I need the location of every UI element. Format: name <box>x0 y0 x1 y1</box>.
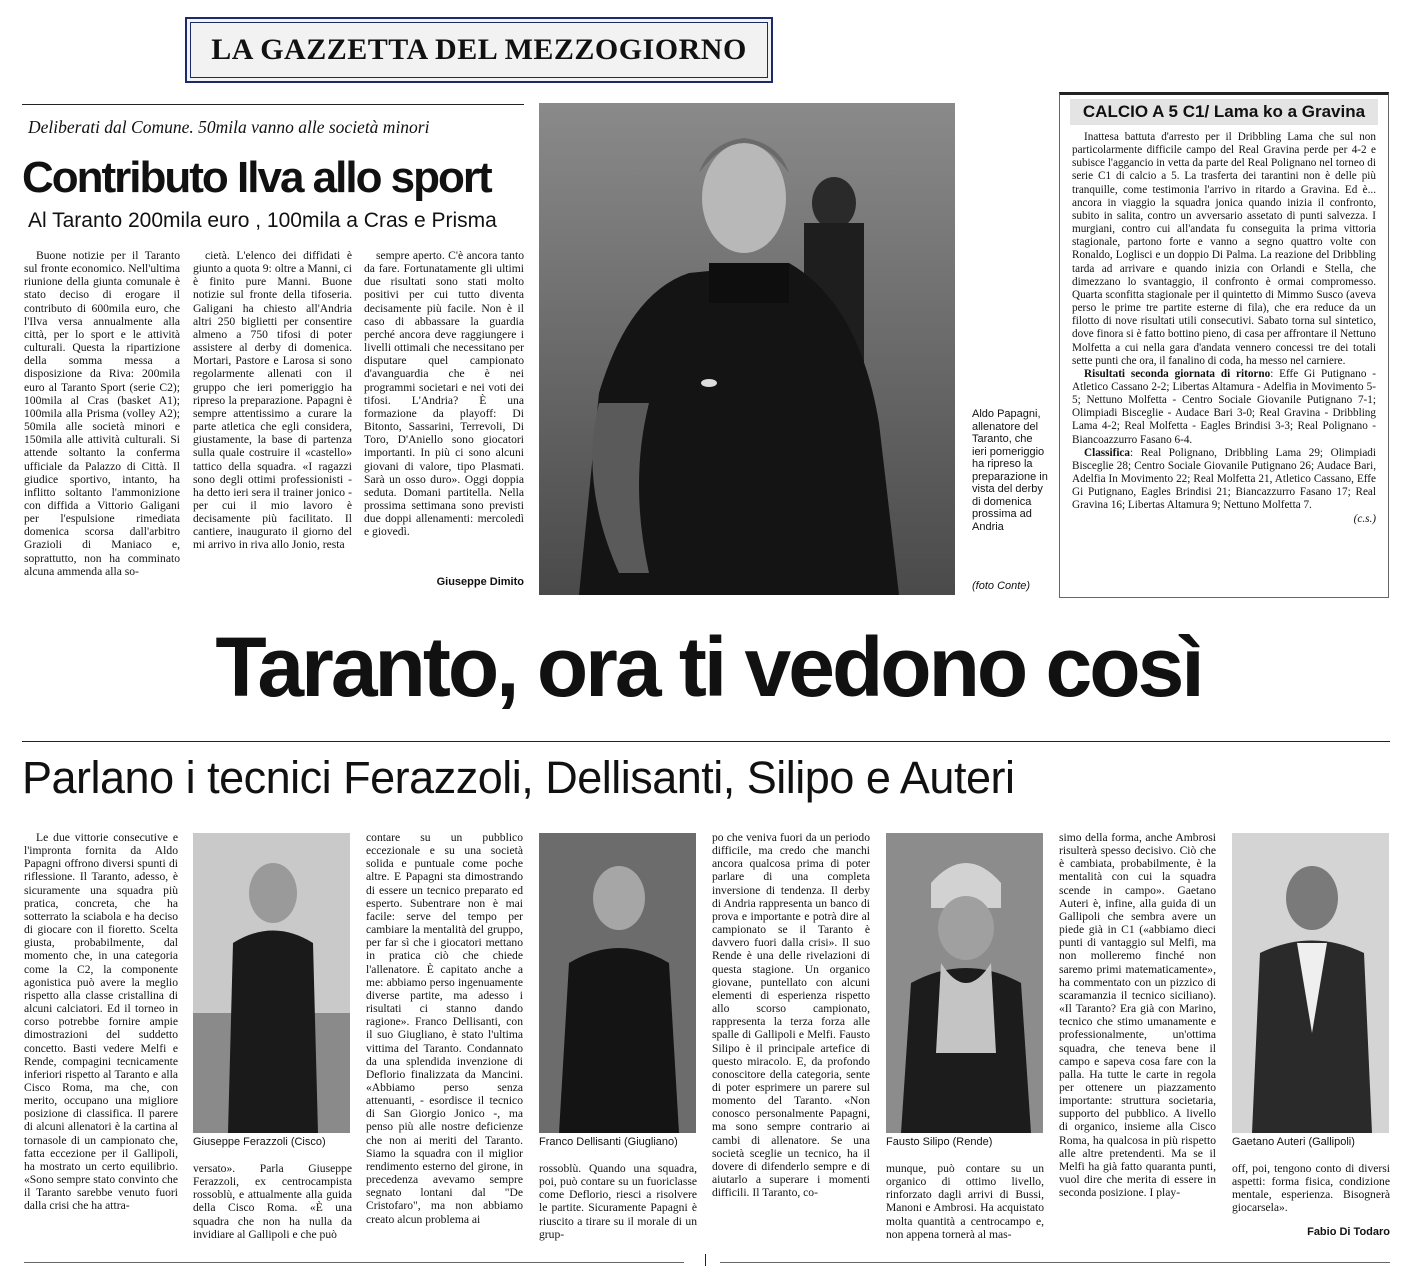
article2-column-2: versato». Parla Giuseppe Ferazzoli, ex centrocampista rossoblù, e attualmente alla guida della Cisco Roma. «È una squadra che non ha nulla da invidiare al Gallipoli e che può <box>193 1162 352 1241</box>
article2-byline: Fabio Di Todaro <box>1307 1226 1390 1238</box>
caption-ferazzoli: Giuseppe Ferazzoli (Cisco) <box>193 1136 326 1148</box>
sidebar-standings: Classifica: Real Polignano, Dribbling Lama 29; Olimpiadi Bisceglie 28; Centro Sociale Giovanile Putignano 26; Audace Bari, Adelfia In Movimento 22; Real Molfetta 21, Atletico Cassano, Effe Gi Putignano, Eagles Brindisi 21; Biancazzurro Fasano 17; Real Gravina 16; Libertas Altamura 9; Nettuno Molfetta 7. <box>1072 446 1376 512</box>
main-photo-caption: Aldo Papagni, allenatore del Taranto, che ieri pomeriggio ha ripreso la preparazione in vista del derby di domenica prossima ad Andria <box>972 408 1048 533</box>
sidebar-box <box>1059 92 1389 598</box>
article1-headline: Contributo Ilva allo sport <box>22 153 491 202</box>
article1-kicker: Deliberati dal Comune. 50mila vanno alle società minori <box>28 117 430 137</box>
article1-column-2: cietà. L'elenco dei diffidati è giunto a quota 9: oltre a Manni, ci è finito pure Manni. Buone notizie sul fronte della tifoseria. Galigani ha chiesto all'Andria altri 250 biglietti per consentire almeno a 750 tifosi di poter assistere al derby di domenica. Mortari, Pastore e Larosa si sono regolarmente allenati con il gruppo che ieri pomeriggio ha ripreso la preparazione. Papagni è sempre attentissimo a curare la parte atletica che egli considera, giustamente, la base di partenza sulla quale costruire il «castello» tattico della squadra. «I ragazzi sono degli ottimi professionisti - ha detto ieri sera il trainer jonico - per cui il mio lavoro è decisamente più facilitato. Il cantiere, inaugurato il giorno del mi arrivo in riva allo Jonio, resta <box>193 249 352 552</box>
caption-silipo: Fausto Silipo (Rende) <box>886 1136 993 1148</box>
main-photo-credit: (foto Conte) <box>972 580 1031 592</box>
dellisanti-photo-illustration <box>539 833 696 1133</box>
sidebar-title: CALCIO A 5 C1/ Lama ko a Gravina <box>1082 102 1366 121</box>
article2-column-4: rossoblù. Quando una squadra, poi, può contare su un fuoriclasse come Deflorio, riesci a risolvere le partite. Sicuramente Papagni è riuscito a tirare su il morale di un grup- <box>539 1162 697 1241</box>
article2-column-5: po che veniva fuori da un periodo difficile, ma credo che manchi ancora qualcosa prima di poter parlare di una completa inversione di tendenza. Il derby di Andria rappresenta un banco di prova e importante e potrà dire al campionato se il Taranto è davvero fuori dalla crisi». Il suo Rende è una delle rivelazioni di questa stagione. Un organico giovane, puntellato con alcuni elementi di esperienza rispetto allo scorso campionato, rappresenta la terza forza alle spalle di Gallipoli e Melfi. Fausto Silipo è il principale artefice di questo miracolo. E, da profondo conoscitore della categoria, sente di poter esprimere un parere sul momento del Taranto. «Non conosco personalmente Papagni, ma sono sempre contrario ai cambi di allenatore. Se una società sceglie un tecnico, ha il dovere di difenderlo sempre e di aiutarlo a superare i momenti difficili. Il Taranto, co- <box>712 831 870 1200</box>
article2-column-8: off, poi, tengono conto di diversi aspetti: forma fisica, condizione mentale, esperienza. Bisognerà giocarsela». <box>1232 1162 1390 1215</box>
article2-column-1: Le due vittorie consecutive e l'impronta fornita da Aldo Papagni offrono diversi spunti di riflessione. Il Taranto, adesso, è sicuramente una squadra più pratica, concreta, che ha sotterrato la sciabola e ha deciso di giocare con il fioretto. Scelta giusta, probabilmente, dal momento che, in una categoria come la C2, la componente agonistica può avere la meglio rispetto alla classe cristallina di alcuni calciatori. Ed il torneo in corso potrebbe fornire ampie dimostrazioni del suddetto concetto. Basti vedere Melfi e Rende, compagini tecnicamente inferiori rispetto al Taranto e alla Cisco Roma, ma che, con merito, occupano una migliore posizione di classifica. Il parere di alcuni allenatori è la cartina al tornasole di un campionato che, fatta eccezione per il Gallipoli, ha mostrato un certo equilibrio. «Sono sempre stato convinto che il Taranto sarebbe venuto fuori dalla crisi che ha attra- <box>24 831 178 1213</box>
masthead-box <box>185 17 773 83</box>
coach-photo-illustration <box>539 103 955 595</box>
photo-auteri <box>1232 833 1389 1133</box>
silipo-photo-illustration <box>886 833 1043 1133</box>
auteri-photo-illustration <box>1232 833 1389 1133</box>
sidebar-body: Inattesa battuta d'arresto per il Dribbling Lama che sul non particolarmente difficile campo del Real Gravina perde per 4-2 e subisce l'aggancio in vetta da parte del Real Polignano nel torneo di serie C1 di calcio a 5. La trasferta dei tarantini non è delle più tranquille, come testimonia l'arrivo in ritardo a Gravina. Ed è... ancora in viaggio la squadra jonica quando inizia il confronto, subito in salita, contro un avversario assetato di punti salvezza. I murgiani, contro cui all'andata fu conseguita la prima vittoria stagionale, partono forte e vanno a segno quattro volte con Ronaldo, Loglisci e un doppio Di Palma. La reazione del Dribbling tarda ad arrivare e quando inizia con Orlandi e Stella, che dimezzano lo svantaggio, il confronto è ormai compromesso. Quarta sconfitta stagionale per il quintetto di Mimmo Susco (aveva perso le prime tre partite esterne di fila), che era reduce da un filotto di nove risultati utili consecutivi. Sabato torna sul sintetico, dove finora si è fatto bottino pieno, di casa per affrontare il Nettuno Molfetta a cui nella gara d'andata vennero concessi tre dei totali sette punti che ora, il fanalino di coda, ha messo nel carniere. <box>1072 131 1376 367</box>
photo-silipo <box>886 833 1043 1133</box>
sidebar-results: Risultati seconda giornata di ritorno: Effe Gi Putignano - Atletico Cassano 2-2; Libertas Altamura - Adelfia in Movimento 5-5; Nettuno Molfetta - Centro Sociale Giovanile Putignano 7-1; Olimpiadi Bisceglie - Audace Bari 3-0; Real Gravina - Dribbling Lama 4-2; Real Molfetta - Eagles Brindisi 3-3; Real Polignano - Biancoazzurro Fasano 6-4. <box>1072 367 1376 446</box>
ferazzoli-photo-illustration <box>193 833 350 1133</box>
article1-subheadline: Al Taranto 200mila euro , 100mila a Cras e Prisma <box>28 209 497 232</box>
caption-auteri: Gaetano Auteri (Gallipoli) <box>1232 1136 1355 1148</box>
article2-column-6: munque, può contare su un organico di ottimo livello, rinforzato dagli arrivi di Bussi, Manoni e Ambrosi. Ha acquistato molta quantità a centrocampo e, non appena tornerà al mas- <box>886 1162 1044 1241</box>
photo-dellisanti <box>539 833 696 1133</box>
main-subheadline: Parlano i tecnici Ferazzoli, Dellisanti, Silipo e Auteri <box>22 752 1015 803</box>
main-headline: Taranto, ora ti vedono così <box>215 620 1202 714</box>
sidebar-signature: (c.s.) <box>1353 512 1376 525</box>
caption-dellisanti: Franco Dellisanti (Giugliano) <box>539 1136 678 1148</box>
article1-column-1: Buone notizie per il Taranto sul fronte economico. Nell'ultima riunione della giunta comunale è stato deciso di erogare il contributo di 600mila euro, che l'Ilva versa annualmente alla città, per lo sport e le attività culturali. Questa la ripartizione della somma messa a disposizione da Riva: 200mila euro al Taranto Sport (serie C2); 100mila al Cras (basket A1); 100mila alla Prisma (volley A2); 50mila alle società minori e 150mila alle attività culturali. Si attende soltanto la conferma ufficiale da Palazzo di Città. Il giudice sportivo, intanto, ha inflitto soltanto l'ammonizione con diffida a Vittorio Galigani per l'espulsione rimediata domenica scorsa dall'arbitro Grazioli di Maniaco e, soprattutto, non ha comminato alcuna ammenda alla so- <box>24 249 180 578</box>
article1-byline: Giuseppe Dimito <box>436 576 524 588</box>
article2-column-7: simo della forma, anche Ambrosi risulterà spesso decisivo. Ciò che è cambiata, probabilmente, è la mentalità con cui la squadra scende in campo». Gaetano Auteri è, infine, alla guida di un Gallipoli che sembra avere un piede già in C1 («abbiamo dieci punti di vantaggio sul Melfi, ma non molleremo finché non saremo primi matematicamente», ha commentato con un pizzico di scaramanzia il tecnico siciliano). «Il Taranto? Era già con Marino, tecnico che stimo umanamente e professionalmente, un'ottima squadra, che teneva bene il campo e sapeva cosa fare con la palla. Ha tutte le carte in regola per ottenere un piazzamento importante: struttura societaria, supporto del pubblico. A livello di organico, insieme alla Cisco Roma, ha qualcosa in più rispetto alle altre pretendenti. Ma se il Melfi ha già fatto quaranta punti, vuol dire che merita di essere in seconda posizione. I play- <box>1059 831 1216 1200</box>
article1-column-3: sempre aperto. C'è ancora tanto da fare. Fortunatamente gli ultimi due risultati sono stati molto positivi per cui tutto diventa decisamente più facile. Non è il caso di abbassare la guardia perché ancora deve raggiungere i livelli ottimali che necessitano per disputare quel campionato d'avanguardia che è nei programmi societari e nei voti dei tifosi. L'Andria? È una formazione da playoff: Di Bitonto, Sassarini, Terrevoli, Di Toro, D'Aniello sono giocatori importanti. In più ci sono alcuni giovani di valore, tipo Plasmati. Sarà un osso duro». Oggi doppia seduta. Domani partitella. Nella prossima settimana sono previsti due doppi allenamenti: mercoledì e giovedì. <box>364 249 524 539</box>
main-photo <box>539 103 955 595</box>
photo-ferazzoli <box>193 833 350 1133</box>
masthead-title: LA GAZZETTA DEL MEZZOGIORNO <box>211 33 747 66</box>
article2-column-3: contare su un pubblico eccezionale e su una società solida e puntuale come poche altre. E Papagni sta dimostrando di essere un tecnico preparato ed esperto. Subentrare non è mai facile: serve del tempo per cambiare la mentalità del gruppo, per far sì che i giocatori mettano in pratica ciò che chiede l'allenatore. È capitato anche a me: abbiamo perso ingenuamente diverse partite, ma adesso i risultati ci stanno dando ragione». Franco Dellisanti, con il suo Giugliano, è stato l'ultima vittima del Taranto. Condannato da una splendida invenzione di Deflorio finalizzata da Mancini. «Abbiamo perso senza attenuanti, - esordisce il tecnico di San Giorgio Jonico -, ma penso più alle nostre deficienze che non ai meriti del Taranto. Siamo la squadra con il miglior rendimento esterno del girone, in precedenza avevamo sempre segnato lontani dal "De Cristofaro", ma non abbiamo creato alcun problema ai <box>366 831 523 1226</box>
